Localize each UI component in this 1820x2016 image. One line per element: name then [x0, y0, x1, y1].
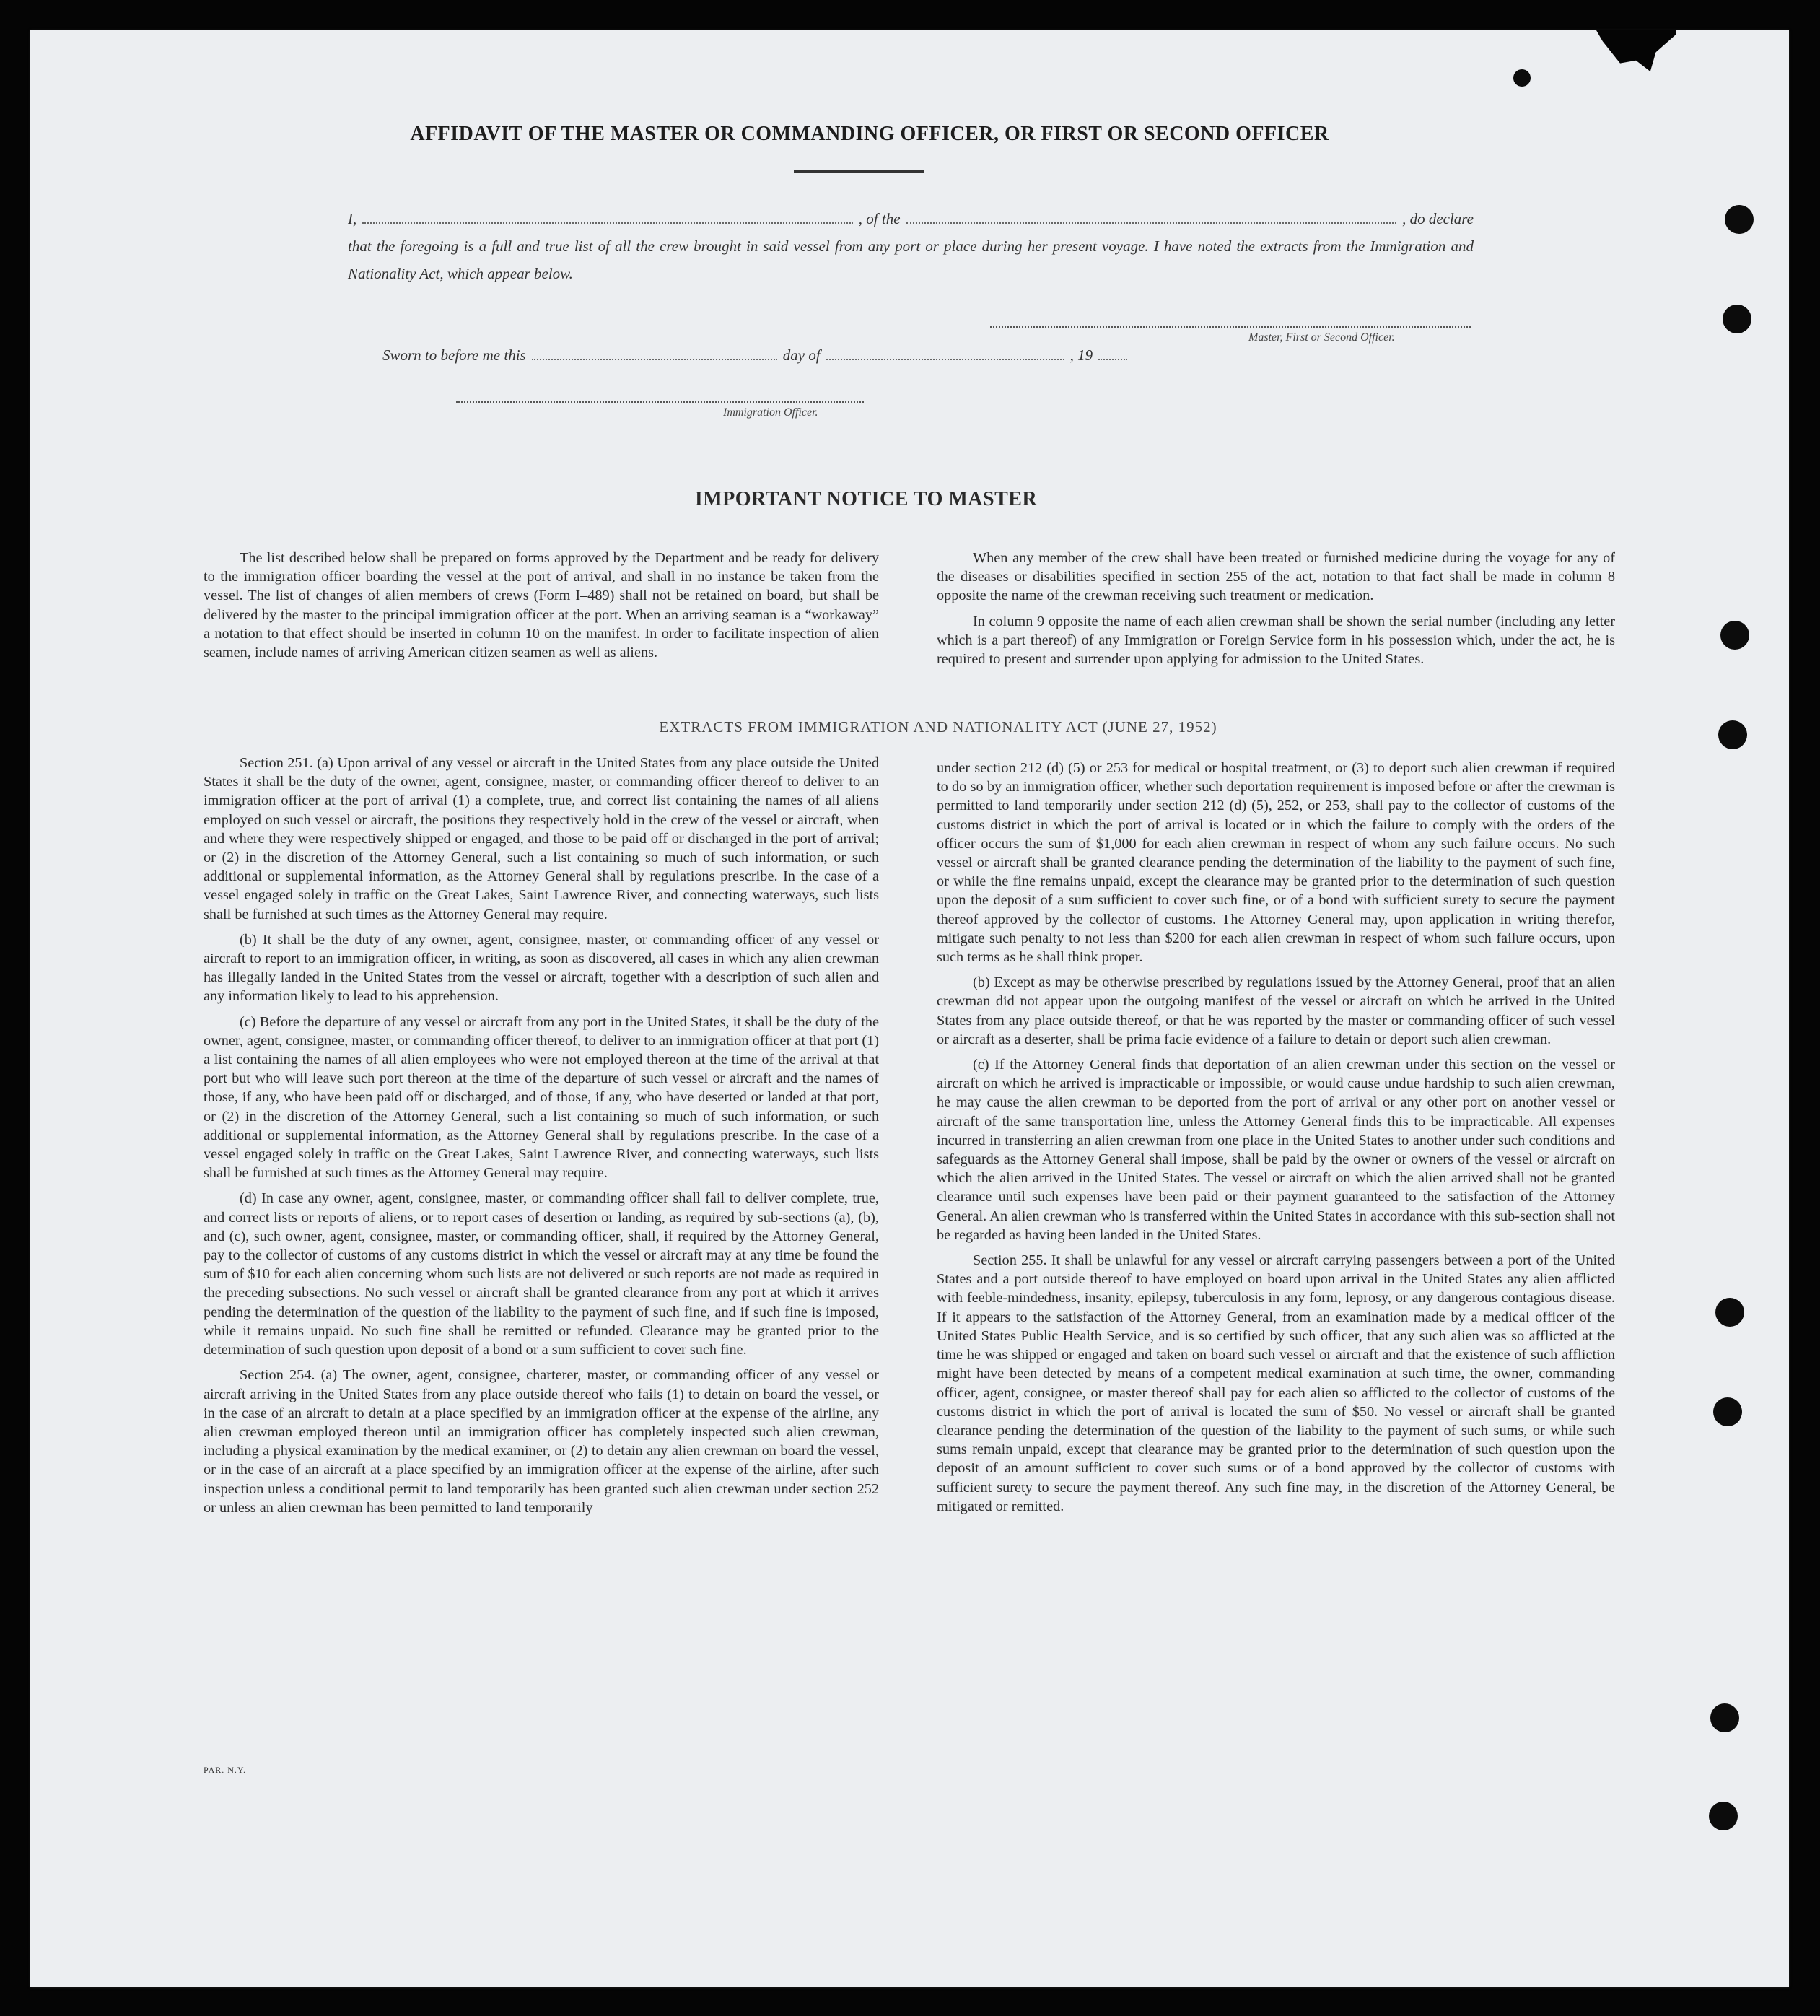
extracts-left-column [204, 754, 879, 1524]
notice-left-column [204, 549, 879, 668]
statute-paragraph: Section 251. (a) Upon arrival of any vessel or aircraft in the United States from any place outside the United States it shall be the duty of the owner, agent, consignee, master, or commanding officer thereof to deliver to an immigration officer at the port of arrival (1) a complete, true, and correct list containing the names of all aliens employed on such vessel or aircraft, the positions they respectively hold in the crew of the vessel or aircraft, when and where they were respectively shipped or engaged, and those to be paid off or discharged in the port of arrival; or (2) in the discretion of the Attorney General, such a list containing so much of such information, or such additional or supplemental information, as the Attorney General shall by regulations prescribe. In the case of a vessel engaged solely in traffic on the Great Lakes, Saint Lawrence River, and connecting waterways, such lists shall be furnished at such times as the Attorney General may require. [204, 755, 879, 922]
punch-hole [1720, 621, 1749, 650]
statute-paragraph: Section 254. (a) The owner, agent, consignee, charterer, master, or commanding officer of any vessel or aircraft arriving in the United States from any place outside thereof who fails (1) to detain on board the vessel, or in the case of an aircraft to detain at a place specified by an immigration officer at the expense of the airline, any alien crewman employed thereon until an immigration officer has completely inspected such alien crewman, including a physical examination by the medical examiner, or (2) to detain any alien crewman on board the vessel, or in the case of an aircraft at a place specified by an immigration officer at the expense of the airline, after such inspection unless a conditional permit to land temporarily has been granted such alien crewman under section 252 or unless an alien crewman has been permitted to land temporarily [204, 1367, 879, 1516]
punch-hole [1709, 1802, 1738, 1830]
notice-title: IMPORTANT NOTICE TO MASTER [694, 488, 1038, 510]
punch-hole [1715, 1298, 1744, 1327]
affidavit-title: AFFIDAVIT OF THE MASTER OR COMMANDING OFFICER, OR FIRST OR SECOND OFFICER [410, 123, 1329, 145]
statute-paragraph: (b) It shall be the duty of any owner, agent, consignee, master, or commanding officer of any vessel or aircraft to report to an immigration officer, in writing, as soon as discovered, all cases in which any alien crewman has illegally landed in the United States from the vessel or aircraft, together with a description of such alien and any information likely to lead to his apprehension. [204, 931, 879, 1005]
officer-signature-line[interactable] [456, 401, 864, 403]
sworn-label: Sworn to before me this [382, 346, 526, 364]
day-of-label: day of [782, 346, 821, 364]
statute-paragraph: (b) Except as may be otherwise prescribed by regulations issued by the Attorney General, proof that an alien crewman did not appear upon the outgoing manifest of the vessel or aircraft on which he arrived in the United States from any place outside thereof, or that he was reported by the master or commanding officer of such vessel or aircraft as a deserter, shall be prima facie evidence of a failure to detain or deport such alien crewman. [937, 974, 1615, 1047]
day-blank[interactable] [532, 358, 777, 360]
vessel-blank[interactable] [906, 222, 1397, 224]
declaration-text: that the foregoing is a full and true list of all the crew brought in said vessel from any port or place during her present voyage. I have noted the extracts from the Immigration and Nationality Act, which appear below. [348, 237, 1474, 282]
punch-hole [1710, 1703, 1739, 1732]
punch-hole [1718, 720, 1747, 749]
extracts-title: EXTRACTS FROM IMMIGRATION AND NATIONALITY ACT (JUNE 27, 1952) [659, 718, 1217, 736]
notice-left-paragraph: The list described below shall be prepared on forms approved by the Department and be ready for delivery to the immigration officer boarding the vessel at the port of arrival, and shall in no instance be taken from the vessel. The list of changes of alien members of crews (Form I–489) shall not be retained on board, but shall be delivered by the master to the principal immigration officer at the port. When an arriving seaman is a “workaway” a notation to that effect should be inserted in column 10 on the manifest. In order to facilitate inspection of alien seamen, include names of arriving American citizen seamen as well as aliens. [204, 550, 879, 661]
month-blank[interactable] [826, 358, 1064, 360]
notice-right-paragraph: In column 9 opposite the name of each alien crewman shall be shown the serial number (including any letter which is a part thereof) of any Immigration or Foreign Service form in his possession which, under the act, he is required to present and surrender upon applying for admission to the United States. [937, 613, 1615, 668]
extracts-right-column [937, 759, 1615, 1522]
notice-right-paragraph: When any member of the crew shall have been treated or furnished medicine during the voyage for any of the diseases or disabilities specified in section 255 of the act, notation to that fact shall be made in column 8 opposite the name of the crewman receiving such treatment or medication. [937, 550, 1615, 604]
officer-signature-caption: Immigration Officer. [723, 406, 818, 419]
master-signature-line[interactable] [990, 326, 1471, 328]
declaration-line [348, 205, 1474, 232]
statute-paragraph: (d) In case any owner, agent, consignee, master, or commanding officer shall fail to deliver complete, true, and correct lists or reports of aliens, or to report cases of desertion or landing, as required by sub-sections (a), (b), and (c), such owner, agent, consignee, master, or commanding officer, shall, if required by the Attorney General, pay to the collector of customs of any customs district in which the vessel or aircraft may at any time be found the sum of $10 for each alien concerning whom such lists are not delivered or such reports are not made as required in the preceding subsections. No such vessel or aircraft shall be granted clearance from any port at which it arrives pending the determination of the question of the liability to the payment of such fine, and if such fine is imposed, while it remains unpaid. No such fine shall be remitted or refunded. Clearance may be granted prior to the determination of such question upon deposit of a bond or a sum sufficient to cover such fine. [204, 1190, 879, 1358]
master-signature-caption: Master, First or Second Officer. [1248, 331, 1395, 344]
statute-paragraph: Section 255. It shall be unlawful for any vessel or aircraft carrying passengers between a port of the United States and a port outside thereof to have employed on board upon arrival in the United States any alien afflicted with feeble-mindedness, insanity, epilepsy, tuberculosis in any form, leprosy, or any dangerous contagious disease. If it appears to the satisfaction of the Attorney General, from an examination made by a medical officer of the United States Public Health Service, and is so certified by such officer, that any such alien was so afflicted at the time he was shipped or engaged and taken on board such vessel or aircraft and that the existence of such affliction might have been detected by means of a competent medical examination at such time, the owner, commanding officer, agent, consignee, or master thereof shall pay for each alien so afflicted to the collector of customs of the customs district in which the port of arrival is located the sum of $50. No vessel or aircraft shall be granted clearance pending the determination of the question of the liability to the payment of such sums, or while such sums remain unpaid, except that clearance may be granted prior to the determination of such question upon the deposit of an amount sufficient to cover such sums or of a bond approved by the collector of customs with sufficient surety to secure the payment thereof. Any such fine may, in the discretion of the Attorney General, be mitigated or remitted. [937, 1252, 1615, 1514]
statute-paragraph: (c) If the Attorney General finds that deportation of an alien crewman under this section on the vessel or aircraft on which he arrived is impracticable or impossible, or would cause undue hardship to such alien crewman, he may cause the alien crewman to be deported from the port of arrival or any other port on another vessel or aircraft of the same transportation line, unless the Attorney General finds this to be impracticable. All expenses incurred in transferring an alien crewman from one place in the United States to another under such conditions and safeguards as the Attorney General shall impose, shall be paid by the owner or owners of the vessel or aircraft on which the alien arrived in the United States. The vessel or aircraft on which the alien arrived shall not be granted clearance until such expenses have been paid or their payment guaranteed to the satisfaction of the Attorney General. An alien crewman who is transferred within the United States in accordance with this sub-section shall not be regarded as having been landed in the United States. [937, 1057, 1615, 1243]
statute-paragraph: (c) Before the departure of any vessel or aircraft from any port in the United States, it shall be the duty of the owner, agent, consignee, master, or commanding officer thereof, to deliver to an immigration officer at that port (1) a list containing the names of all alien employees who were not employed thereon at the time of the arrival at that port but who will leave such port thereon at the time of the departure of such vessel or aircraft and the names of those, if any, who have been paid off or discharged, and of those, if any, who have deserted or landed at that port, or (2) in the discretion of the Attorney General, such a list containing so much of such information, or such additional or supplemental information, as the Attorney General shall by regulations prescribe. In the case of a vessel engaged solely in traffic on the Great Lakes, Saint Lawrence River, and connecting waterways, such lists shall be furnished at such times as the Attorney General may require. [204, 1013, 879, 1182]
year-blank[interactable] [1098, 358, 1127, 360]
year-prefix: , 19 [1069, 346, 1093, 364]
declaration-block [348, 205, 1474, 287]
label-i: I, [348, 210, 357, 227]
punch-hole [1513, 69, 1531, 87]
label-do-declare: , do declare [1402, 210, 1474, 227]
label-of-the: , of the [858, 210, 901, 227]
printer-mark: PAR. N.Y. [204, 1765, 247, 1775]
sworn-line [382, 346, 1205, 365]
punch-hole [1725, 205, 1754, 234]
title-underline [794, 170, 924, 173]
punch-hole [1713, 1397, 1742, 1426]
punch-hole [1723, 305, 1751, 333]
notice-right-column [937, 549, 1615, 675]
name-blank[interactable] [362, 222, 853, 224]
statute-paragraph: under section 212 (d) (5) or 253 for medical or hospital treatment, or (3) to deport such alien crewman if required to do so by an immigration officer, whether such deportation requirement is imposed before or after the crewman is permitted to land temporarily under section 212 (d) (5), 252, or 253, shall pay to the collector of customs of the customs district in which the port of arrival is located or in which the failure to comply with the orders of the officer occurs the sum of $1,000 for each alien crewman in respect of whom any such failure occurs. No such vessel or aircraft shall be granted clearance pending the determination of the liability to the payment of such fine, or while the fine remains unpaid, except the clearance may be granted prior to the determination of such question upon the deposit of a sum sufficient to cover such fine, or of a bond with sufficient surety to secure the payment thereof approved by the collector of customs. The Attorney General may, upon application in writing therefor, mitigate such penalty to not less than $200 for each alien crewman in respect of whom such failure occurs, upon such terms as he shall think proper. [937, 760, 1615, 966]
